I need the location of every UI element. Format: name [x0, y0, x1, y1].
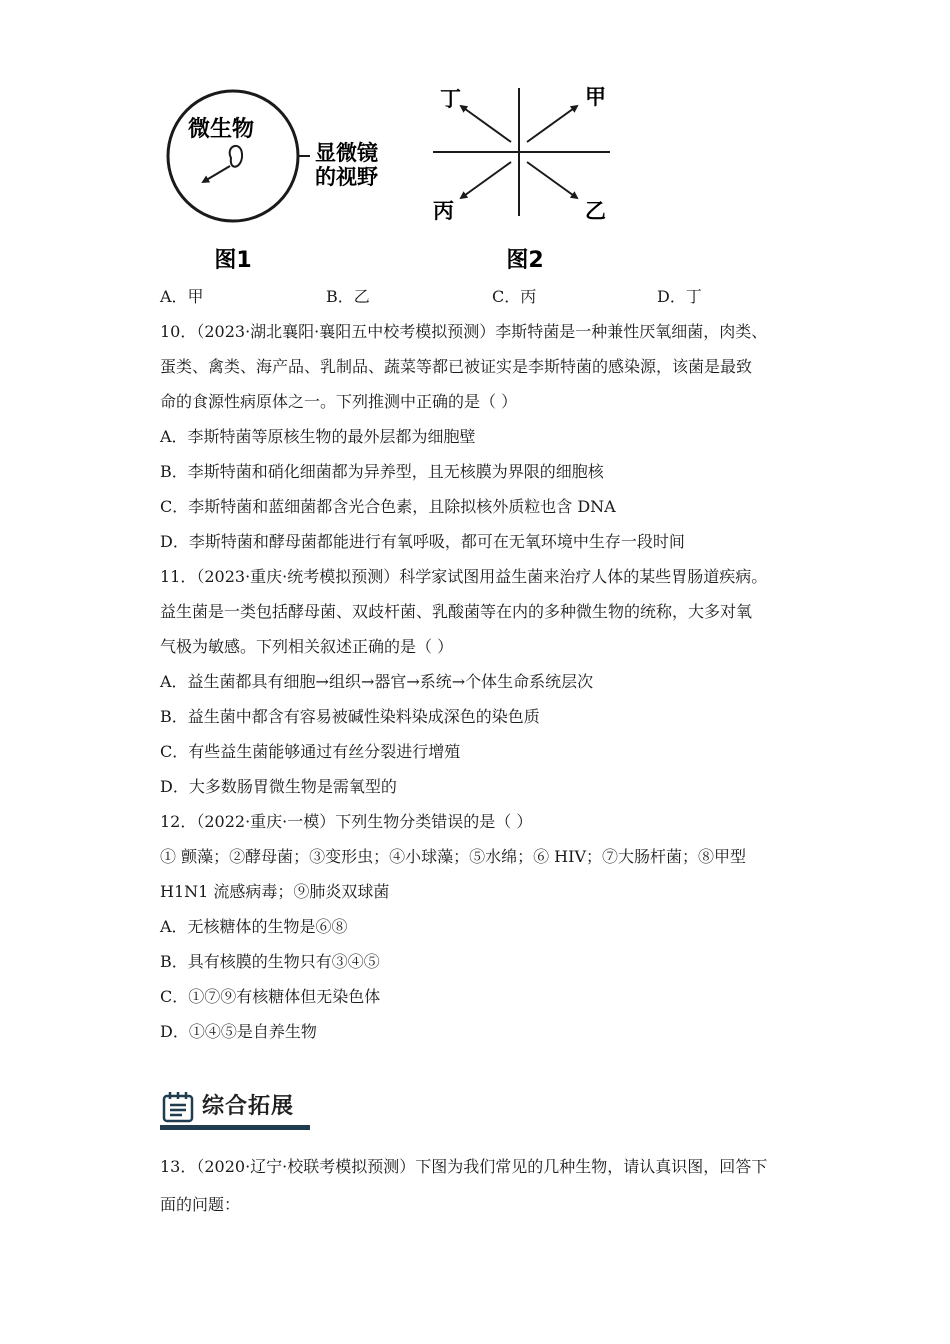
arrow-yi	[527, 162, 577, 198]
q11-stem-line-3: 气极为敏感。下列相关叙述正确的是（ ）	[160, 637, 454, 656]
q9-option-a: A．甲	[160, 287, 204, 306]
q11-option-a: A．益生菌都具有细胞→组织→器官→系统→个体生命系统层次	[160, 672, 594, 691]
q10-stem-line-3: 命的食源性病原体之一。下列推测中正确的是（ ）	[160, 392, 518, 411]
q11-option-b: B．益生菌中都含有容易被碱性染料染成深色的染色质	[160, 707, 540, 726]
q12-option-a: A．无核糖体的生物是⑥⑧	[160, 917, 348, 936]
fig1-side-label-2: 的视野	[315, 165, 378, 189]
arrow-bing	[461, 162, 511, 198]
fig2-label-jia: 甲	[585, 85, 606, 109]
fig2-label-ding: 丁	[440, 87, 461, 111]
fig1-caption: 图1	[214, 248, 252, 273]
notebook-icon	[162, 1091, 196, 1123]
arrow-jia	[527, 106, 577, 142]
microscope-field-circle	[168, 91, 298, 221]
movement-arrow	[203, 166, 230, 182]
microscope-figures	[155, 80, 625, 280]
fig1-side-label-1: 显微镜	[315, 141, 378, 165]
q11-stem-line-2: 益生菌是一类包括酵母菌、双歧杆菌、乳酸菌等在内的多种微生物的统称，大多对氧	[160, 602, 753, 621]
q12-option-d: D．①④⑤是自养生物	[160, 1022, 317, 1041]
q10-option-b: B．李斯特菌和硝化细菌都为异养型，且无核膜为界限的细胞核	[160, 462, 604, 481]
q13-stem-line-1: 13．（2020·辽宁·校联考模拟预测）下图为我们常见的几种生物，请认真识图，回答下	[160, 1157, 768, 1176]
fig1-inner-label: 微生物	[187, 117, 255, 142]
microbe-shape	[230, 146, 242, 167]
q9-option-d: D．丁	[657, 287, 702, 306]
q10-option-c: C．李斯特菌和蓝细菌都含光合色素，且除拟核外质粒也含 DNA	[160, 497, 616, 516]
q12-stem-line-1: 12．（2022·重庆·一模）下列生物分类错误的是（ ）	[160, 812, 533, 831]
arrow-ding	[461, 106, 511, 142]
q9-option-b: B．乙	[326, 287, 370, 306]
fig2-caption: 图2	[506, 248, 544, 273]
q11-stem-line-1: 11．（2023·重庆·统考模拟预测）科学家试图用益生菌来治疗人体的某些胃肠道疾病。	[160, 567, 768, 586]
q12-stem-line-3: H1N1 流感病毒；⑨肺炎双球菌	[160, 882, 390, 901]
q10-option-a: A．李斯特菌等原核生物的最外层都为细胞壁	[160, 427, 476, 446]
section-header	[160, 1085, 310, 1133]
q13-stem-line-2: 面的问题：	[160, 1195, 241, 1214]
question-9-figures	[155, 80, 625, 280]
q10-option-d: D．李斯特菌和酵母菌都能进行有氧呼吸，都可在无氧环境中生存一段时间	[160, 532, 685, 551]
section-underline	[160, 1125, 310, 1130]
q10-stem-line-2: 蛋类、禽类、海产品、乳制品、蔬菜等都已被证实是李斯特菌的感染源，该菌是最致	[160, 357, 753, 376]
q12-stem-line-2: ① 颤藻；②酵母菌；③变形虫；④小球藻；⑤水绵；⑥ HIV；⑦大肠杆菌；⑧甲型	[160, 847, 747, 866]
fig2-label-yi: 乙	[585, 199, 606, 223]
q11-option-d: D．大多数肠胃微生物是需氧型的	[160, 777, 397, 796]
fig2-label-bing: 丙	[433, 199, 454, 223]
q12-option-b: B．具有核膜的生物只有③④⑤	[160, 952, 380, 971]
q11-option-c: C．有些益生菌能够通过有丝分裂进行增殖	[160, 742, 461, 761]
q12-option-c: C．①⑦⑨有核糖体但无染色体	[160, 987, 381, 1006]
q9-option-c: C．丙	[492, 287, 537, 306]
q10-stem-line-1: 10．（2023·湖北襄阳·襄阳五中校考模拟预测）李斯特菌是一种兼性厌氧细菌，肉类、	[160, 322, 768, 341]
section-title: 综合拓展	[202, 1094, 295, 1119]
